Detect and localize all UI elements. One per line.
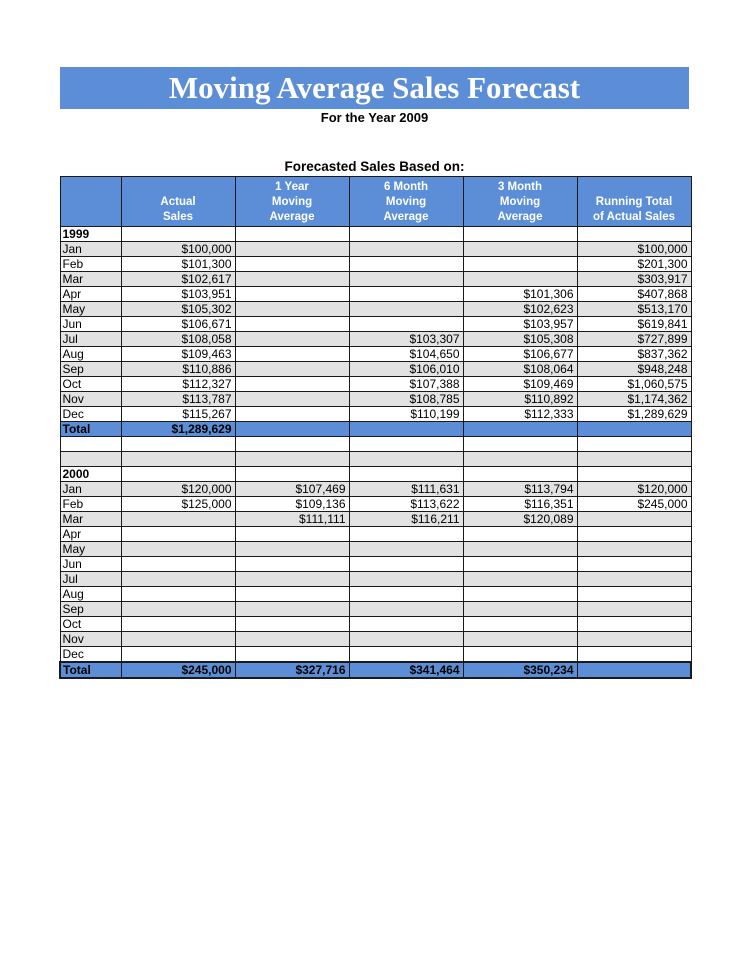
cell-3-month-moving-average[interactable]: $103,957 xyxy=(463,317,577,332)
cell-period[interactable] xyxy=(60,452,121,467)
cell-period[interactable]: 2000 xyxy=(60,467,121,482)
cell-period[interactable]: Dec xyxy=(60,647,121,663)
cell-running-total[interactable]: $201,300 xyxy=(577,257,691,272)
page-subtitle: For the Year 2009 xyxy=(320,110,429,125)
cell-running-total[interactable] xyxy=(577,512,691,527)
cell-actual-sales[interactable] xyxy=(121,572,235,587)
cell-3-month-moving-average[interactable]: $102,623 xyxy=(463,302,577,317)
cell-3-month-moving-average[interactable] xyxy=(463,272,577,287)
header-text-line: Moving xyxy=(271,196,313,208)
cell-running-total[interactable] xyxy=(577,422,691,437)
cell-6-month-moving-average[interactable]: $103,307 xyxy=(349,332,463,347)
cell-actual-sales[interactable] xyxy=(121,542,235,557)
cell-3-month-moving-average[interactable]: $108,064 xyxy=(463,362,577,377)
cell-actual-sales[interactable]: $108,058 xyxy=(121,332,235,347)
cell-6-month-moving-average[interactable] xyxy=(349,242,463,257)
cell-actual-sales[interactable] xyxy=(121,527,235,542)
header-text-line: Actual xyxy=(160,196,196,208)
cell-1-year-moving-average[interactable]: $107,469 xyxy=(235,482,349,497)
table-row xyxy=(60,317,691,332)
cell-6-month-moving-average[interactable]: $111,631 xyxy=(349,482,463,497)
table-body xyxy=(60,227,691,679)
year-row xyxy=(60,467,691,482)
cell-period[interactable]: Feb xyxy=(60,257,121,272)
cell-actual-sales[interactable]: $103,951 xyxy=(121,287,235,302)
cell-6-month-moving-average[interactable] xyxy=(349,437,463,452)
cell-period[interactable]: Total xyxy=(60,422,121,437)
header-3-month-moving-average[interactable] xyxy=(463,177,577,227)
cell-running-total[interactable]: $619,841 xyxy=(577,317,691,332)
cell-period[interactable]: Apr xyxy=(60,527,121,542)
header-period[interactable] xyxy=(60,177,121,227)
cell-6-month-moving-average[interactable] xyxy=(349,467,463,482)
cell-3-month-moving-average[interactable] xyxy=(463,527,577,542)
cell-period[interactable]: Sep xyxy=(60,602,121,617)
cell-running-total[interactable] xyxy=(577,587,691,602)
table-row xyxy=(60,497,691,512)
header-text-line: 3 Month xyxy=(497,181,543,193)
cell-6-month-moving-average[interactable] xyxy=(349,422,463,437)
cell-1-year-moving-average[interactable] xyxy=(235,347,349,362)
cell-actual-sales[interactable] xyxy=(121,602,235,617)
cell-1-year-moving-average[interactable] xyxy=(235,467,349,482)
cell-actual-sales[interactable]: $101,300 xyxy=(121,257,235,272)
cell-running-total[interactable] xyxy=(577,602,691,617)
cell-3-month-moving-average[interactable] xyxy=(463,572,577,587)
cell-6-month-moving-average[interactable] xyxy=(349,317,463,332)
forecast-table xyxy=(59,176,692,679)
cell-6-month-moving-average[interactable]: $107,388 xyxy=(349,377,463,392)
cell-period[interactable]: Feb xyxy=(60,497,121,512)
table-header-row xyxy=(60,177,691,227)
table-row xyxy=(60,362,691,377)
cell-running-total[interactable]: $100,000 xyxy=(577,242,691,257)
cell-6-month-moving-average[interactable] xyxy=(349,542,463,557)
cell-running-total[interactable] xyxy=(577,227,691,242)
cell-1-year-moving-average[interactable] xyxy=(235,272,349,287)
cell-running-total[interactable] xyxy=(577,437,691,452)
page-title: Moving Average Sales Forecast xyxy=(60,67,689,109)
cell-period[interactable]: Sep xyxy=(60,362,121,377)
cell-3-month-moving-average[interactable]: $106,677 xyxy=(463,347,577,362)
cell-6-month-moving-average[interactable] xyxy=(349,272,463,287)
table-row xyxy=(60,557,691,572)
cell-running-total[interactable] xyxy=(577,617,691,632)
cell-6-month-moving-average[interactable] xyxy=(349,572,463,587)
cell-1-year-moving-average[interactable] xyxy=(235,542,349,557)
cell-3-month-moving-average[interactable]: $105,308 xyxy=(463,332,577,347)
cell-actual-sales[interactable]: $115,267 xyxy=(121,407,235,422)
cell-period[interactable]: Apr xyxy=(60,287,121,302)
cell-3-month-moving-average[interactable] xyxy=(463,587,577,602)
table-row xyxy=(60,482,691,497)
cell-3-month-moving-average[interactable] xyxy=(463,602,577,617)
cell-6-month-moving-average[interactable] xyxy=(349,302,463,317)
header-text-line: of Actual Sales xyxy=(592,211,676,223)
cell-6-month-moving-average[interactable]: $104,650 xyxy=(349,347,463,362)
cell-period[interactable]: Oct xyxy=(60,377,121,392)
cell-6-month-moving-average[interactable]: $110,199 xyxy=(349,407,463,422)
cell-running-total[interactable]: $1,174,362 xyxy=(577,392,691,407)
cell-6-month-moving-average[interactable] xyxy=(349,617,463,632)
cell-1-year-moving-average[interactable] xyxy=(235,242,349,257)
table-row xyxy=(60,437,691,452)
cell-1-year-moving-average[interactable]: $327,716 xyxy=(235,662,349,678)
cell-6-month-moving-average[interactable] xyxy=(349,527,463,542)
table-row xyxy=(60,257,691,272)
table-row xyxy=(60,272,691,287)
total-row xyxy=(60,662,691,678)
cell-running-total[interactable] xyxy=(577,647,691,663)
table-row xyxy=(60,602,691,617)
cell-3-month-moving-average[interactable] xyxy=(463,437,577,452)
cell-6-month-moving-average[interactable] xyxy=(349,632,463,647)
header-actual-sales[interactable] xyxy=(121,177,235,227)
cell-3-month-moving-average[interactable]: $116,351 xyxy=(463,497,577,512)
table-row xyxy=(60,527,691,542)
cell-3-month-moving-average[interactable] xyxy=(463,257,577,272)
cell-running-total[interactable] xyxy=(577,527,691,542)
cell-1-year-moving-average[interactable] xyxy=(235,557,349,572)
cell-period[interactable]: May xyxy=(60,302,121,317)
cell-running-total[interactable]: $303,917 xyxy=(577,272,691,287)
cell-actual-sales[interactable] xyxy=(121,467,235,482)
header-text-line: 6 Month xyxy=(383,181,429,193)
table-row xyxy=(60,542,691,557)
cell-period[interactable]: Dec xyxy=(60,407,121,422)
cell-running-total[interactable]: $120,000 xyxy=(577,482,691,497)
cell-period[interactable]: Jan xyxy=(60,482,121,497)
cell-3-month-moving-average[interactable]: $110,892 xyxy=(463,392,577,407)
forecast-section-label: Forecasted Sales Based on: xyxy=(284,159,465,174)
cell-period[interactable]: Jun xyxy=(60,317,121,332)
cell-period[interactable]: Jan xyxy=(60,242,121,257)
cell-actual-sales[interactable] xyxy=(121,632,235,647)
cell-3-month-moving-average[interactable] xyxy=(463,422,577,437)
cell-running-total[interactable]: $1,060,575 xyxy=(577,377,691,392)
cell-actual-sales[interactable]: $1,289,629 xyxy=(121,422,235,437)
header-text-line: Moving xyxy=(385,196,427,208)
cell-actual-sales[interactable] xyxy=(121,452,235,467)
cell-3-month-moving-average[interactable] xyxy=(463,647,577,663)
cell-1-year-moving-average[interactable] xyxy=(235,257,349,272)
cell-1-year-moving-average[interactable] xyxy=(235,362,349,377)
cell-running-total[interactable] xyxy=(577,467,691,482)
cell-actual-sales[interactable]: $110,886 xyxy=(121,362,235,377)
table-row xyxy=(60,332,691,347)
cell-period[interactable]: Aug xyxy=(60,587,121,602)
cell-6-month-moving-average[interactable] xyxy=(349,602,463,617)
header-text-line: Sales xyxy=(162,211,194,223)
cell-3-month-moving-average[interactable] xyxy=(463,632,577,647)
table-row xyxy=(60,617,691,632)
cell-1-year-moving-average[interactable] xyxy=(235,647,349,663)
cell-3-month-moving-average[interactable] xyxy=(463,542,577,557)
cell-1-year-moving-average[interactable] xyxy=(235,302,349,317)
cell-1-year-moving-average[interactable] xyxy=(235,287,349,302)
header-text-line: Average xyxy=(497,211,543,223)
cell-running-total[interactable] xyxy=(577,572,691,587)
cell-running-total[interactable]: $837,362 xyxy=(577,347,691,362)
cell-6-month-moving-average[interactable] xyxy=(349,452,463,467)
cell-actual-sales[interactable]: $112,327 xyxy=(121,377,235,392)
table-row xyxy=(60,647,691,663)
cell-3-month-moving-average[interactable]: $109,469 xyxy=(463,377,577,392)
cell-3-month-moving-average[interactable]: $350,234 xyxy=(463,662,577,678)
cell-1-year-moving-average[interactable] xyxy=(235,317,349,332)
table-row xyxy=(60,287,691,302)
cell-period[interactable]: Jul xyxy=(60,332,121,347)
cell-period[interactable]: Mar xyxy=(60,512,121,527)
cell-1-year-moving-average[interactable] xyxy=(235,227,349,242)
cell-3-month-moving-average[interactable]: $113,794 xyxy=(463,482,577,497)
cell-3-month-moving-average[interactable] xyxy=(463,242,577,257)
cell-1-year-moving-average[interactable]: $111,111 xyxy=(235,512,349,527)
cell-actual-sales[interactable] xyxy=(121,647,235,663)
cell-actual-sales[interactable]: $109,463 xyxy=(121,347,235,362)
cell-running-total[interactable]: $407,868 xyxy=(577,287,691,302)
table-row xyxy=(60,302,691,317)
cell-actual-sales[interactable] xyxy=(121,512,235,527)
table-row xyxy=(60,632,691,647)
cell-actual-sales[interactable]: $100,000 xyxy=(121,242,235,257)
cell-6-month-moving-average[interactable]: $108,785 xyxy=(349,392,463,407)
cell-3-month-moving-average[interactable] xyxy=(463,557,577,572)
cell-running-total[interactable]: $1,289,629 xyxy=(577,407,691,422)
cell-1-year-moving-average[interactable] xyxy=(235,407,349,422)
cell-1-year-moving-average[interactable] xyxy=(235,572,349,587)
cell-actual-sales[interactable]: $125,000 xyxy=(121,497,235,512)
cell-6-month-moving-average[interactable] xyxy=(349,227,463,242)
cell-period[interactable]: Jul xyxy=(60,572,121,587)
cell-running-total[interactable] xyxy=(577,632,691,647)
cell-1-year-moving-average[interactable] xyxy=(235,392,349,407)
cell-period[interactable]: Total xyxy=(60,662,121,678)
table-row xyxy=(60,377,691,392)
cell-running-total[interactable]: $513,170 xyxy=(577,302,691,317)
cell-running-total[interactable] xyxy=(577,542,691,557)
cell-running-total[interactable] xyxy=(577,662,691,678)
table-row xyxy=(60,392,691,407)
total-row xyxy=(60,422,691,437)
cell-6-month-moving-average[interactable]: $106,010 xyxy=(349,362,463,377)
cell-actual-sales[interactable]: $105,302 xyxy=(121,302,235,317)
cell-period[interactable]: Oct xyxy=(60,617,121,632)
cell-running-total[interactable] xyxy=(577,452,691,467)
cell-period[interactable]: Nov xyxy=(60,392,121,407)
cell-1-year-moving-average[interactable] xyxy=(235,527,349,542)
cell-3-month-moving-average[interactable]: $101,306 xyxy=(463,287,577,302)
header-text-line: Average xyxy=(269,211,315,223)
table-row xyxy=(60,587,691,602)
cell-period[interactable]: Nov xyxy=(60,632,121,647)
cell-actual-sales[interactable] xyxy=(121,587,235,602)
header-1-year-moving-average[interactable] xyxy=(235,177,349,227)
cell-running-total[interactable]: $245,000 xyxy=(577,497,691,512)
cell-period[interactable]: May xyxy=(60,542,121,557)
table-row xyxy=(60,347,691,362)
cell-3-month-moving-average[interactable]: $112,333 xyxy=(463,407,577,422)
cell-actual-sales[interactable]: $120,000 xyxy=(121,482,235,497)
cell-period[interactable]: Aug xyxy=(60,347,121,362)
cell-running-total[interactable]: $727,899 xyxy=(577,332,691,347)
cell-1-year-moving-average[interactable] xyxy=(235,437,349,452)
header-6-month-moving-average[interactable] xyxy=(349,177,463,227)
table-row xyxy=(60,572,691,587)
cell-6-month-moving-average[interactable] xyxy=(349,257,463,272)
cell-actual-sales[interactable] xyxy=(121,557,235,572)
cell-3-month-moving-average[interactable] xyxy=(463,467,577,482)
cell-period[interactable]: 1999 xyxy=(60,227,121,242)
cell-1-year-moving-average[interactable] xyxy=(235,587,349,602)
cell-running-total[interactable]: $948,248 xyxy=(577,362,691,377)
cell-3-month-moving-average[interactable]: $120,089 xyxy=(463,512,577,527)
cell-running-total[interactable] xyxy=(577,557,691,572)
cell-actual-sales[interactable]: $113,787 xyxy=(121,392,235,407)
cell-period[interactable]: Mar xyxy=(60,272,121,287)
header-text-line: Average xyxy=(383,211,429,223)
cell-3-month-moving-average[interactable] xyxy=(463,617,577,632)
header-text-line: Running Total xyxy=(595,196,673,208)
cell-period[interactable] xyxy=(60,437,121,452)
cell-actual-sales[interactable]: $102,617 xyxy=(121,272,235,287)
cell-6-month-moving-average[interactable] xyxy=(349,287,463,302)
cell-1-year-moving-average[interactable]: $109,136 xyxy=(235,497,349,512)
cell-actual-sales[interactable] xyxy=(121,227,235,242)
cell-1-year-moving-average[interactable] xyxy=(235,332,349,347)
cell-1-year-moving-average[interactable] xyxy=(235,422,349,437)
cell-6-month-moving-average[interactable] xyxy=(349,557,463,572)
cell-actual-sales[interactable] xyxy=(121,617,235,632)
year-row xyxy=(60,227,691,242)
cell-3-month-moving-average[interactable] xyxy=(463,452,577,467)
cell-1-year-moving-average[interactable] xyxy=(235,602,349,617)
cell-6-month-moving-average[interactable]: $116,211 xyxy=(349,512,463,527)
table-row xyxy=(60,242,691,257)
cell-3-month-moving-average[interactable] xyxy=(463,227,577,242)
cell-1-year-moving-average[interactable] xyxy=(235,632,349,647)
cell-1-year-moving-average[interactable] xyxy=(235,377,349,392)
header-text-line: Moving xyxy=(499,196,541,208)
cell-6-month-moving-average[interactable] xyxy=(349,587,463,602)
cell-period[interactable]: Jun xyxy=(60,557,121,572)
table-row xyxy=(60,512,691,527)
cell-actual-sales[interactable] xyxy=(121,437,235,452)
table-row xyxy=(60,452,691,467)
header-running-total[interactable] xyxy=(577,177,691,227)
cell-1-year-moving-average[interactable] xyxy=(235,617,349,632)
cell-actual-sales[interactable]: $245,000 xyxy=(121,662,235,678)
cell-6-month-moving-average[interactable]: $113,622 xyxy=(349,497,463,512)
cell-6-month-moving-average[interactable]: $341,464 xyxy=(349,662,463,678)
header-text-line: 1 Year xyxy=(275,181,309,193)
table-row xyxy=(60,407,691,422)
cell-1-year-moving-average[interactable] xyxy=(235,452,349,467)
cell-6-month-moving-average[interactable] xyxy=(349,647,463,663)
cell-actual-sales[interactable]: $106,671 xyxy=(121,317,235,332)
